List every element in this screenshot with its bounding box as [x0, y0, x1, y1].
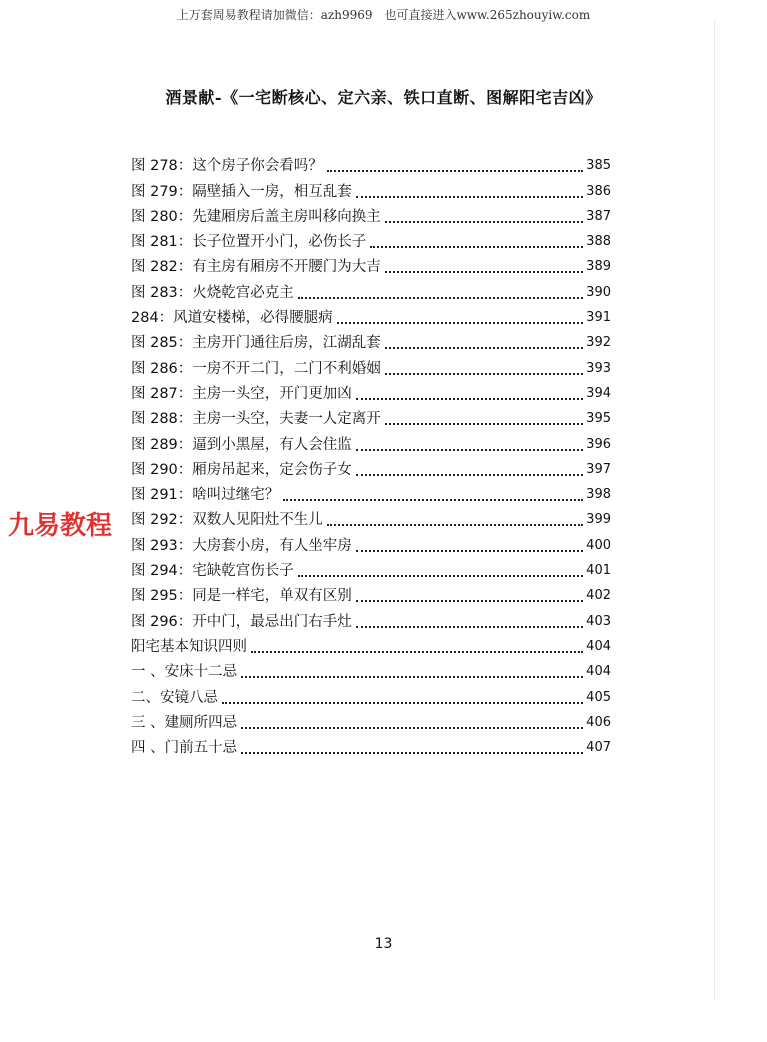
toc-entry-label: 图 294：宅缺乾宫伤长子 [131, 563, 294, 580]
dot-leader [241, 727, 583, 729]
dot-leader [251, 651, 583, 653]
toc-entry-label: 图 296：开中门，最忌出门右手灶 [131, 613, 352, 630]
toc-entry-page: 390 [586, 284, 611, 300]
toc-entry-page: 387 [586, 208, 611, 224]
toc-entry[interactable] [131, 455, 611, 480]
toc-entry-page: 391 [586, 310, 611, 326]
dot-leader [385, 423, 583, 425]
toc-entry-page: 396 [586, 436, 611, 452]
toc-entry-label: 图 278：这个房子你会看吗？ [131, 158, 323, 175]
toc-entry-label: 图 287：主房一头空，开门更加凶 [131, 385, 352, 402]
toc-entry-label: 图 282：有主房有厢房不开腰门为大吉 [131, 259, 381, 276]
toc-entry-label: 图 291：啥叫过继宅？ [131, 487, 280, 504]
toc-entry-page: 401 [586, 563, 611, 579]
toc-entry-label: 二、安镜八忌 [131, 689, 218, 706]
toc-entry-label: 图 286：一房不开二门，二门不利婚姻 [131, 360, 381, 377]
dot-leader [385, 271, 583, 273]
dot-leader [356, 600, 583, 602]
toc-entry-page: 399 [586, 512, 611, 528]
toc-entry-label: 图 283：火烧乾宫必克主 [131, 284, 294, 301]
dot-leader [385, 221, 583, 223]
toc-entry[interactable] [131, 657, 611, 682]
dot-leader [241, 752, 583, 754]
page-number: 13 [374, 936, 393, 952]
watermark-logo: 九易教程 [6, 505, 114, 542]
dot-leader [327, 524, 583, 526]
dot-leader [356, 626, 583, 628]
toc-entry-label: 图 280：先建厢房后盖主房叫移向换主 [131, 208, 381, 225]
toc-entry[interactable] [131, 277, 611, 302]
toc-entry-page: 402 [586, 588, 611, 604]
toc-entry-label: 图 292：双数人见阳灶不生儿 [131, 512, 323, 529]
toc-entry-label: 阳宅基本知识四则 [131, 638, 247, 655]
dot-leader [356, 398, 583, 400]
toc-entry-label: 四 、门前五十忌 [131, 740, 238, 757]
dot-leader [385, 347, 583, 349]
toc-entry[interactable] [131, 404, 611, 429]
toc-entry[interactable] [131, 429, 611, 454]
toc-entry[interactable] [131, 151, 611, 176]
table-of-contents [131, 151, 611, 758]
dot-leader [370, 246, 583, 248]
toc-entry-page: 395 [586, 411, 611, 427]
toc-entry-page: 403 [586, 613, 611, 629]
dot-leader [356, 196, 583, 198]
toc-entry-page: 385 [586, 158, 611, 174]
toc-entry[interactable] [131, 632, 611, 657]
toc-entry-label: 图 290：厢房吊起来，定会伤子女 [131, 461, 352, 478]
toc-entry[interactable] [131, 530, 611, 555]
toc-entry-label: 284：风道安楼梯，必得腰腿病 [131, 310, 333, 327]
toc-entry[interactable] [131, 708, 611, 733]
toc-entry[interactable] [131, 176, 611, 201]
toc-entry[interactable] [131, 328, 611, 353]
toc-entry[interactable] [131, 353, 611, 378]
toc-entry[interactable] [131, 581, 611, 606]
dot-leader [283, 499, 583, 501]
document-title: 酒景献-《一宅断核心、定六亲、铁口直断、图解阳宅吉凶》 [165, 88, 602, 107]
toc-entry-label: 图 295：同是一样宅，单双有区别 [131, 588, 352, 605]
toc-entry-page: 392 [586, 335, 611, 351]
toc-entry-page: 386 [586, 183, 611, 199]
toc-entry[interactable] [131, 556, 611, 581]
toc-entry-label: 图 279：隔壁插入一房，相互乱套 [131, 183, 352, 200]
toc-entry-page: 393 [586, 360, 611, 376]
toc-entry[interactable] [131, 733, 611, 758]
dot-leader [241, 676, 583, 678]
toc-entry[interactable] [131, 505, 611, 530]
toc-entry-page: 407 [586, 740, 611, 756]
toc-entry[interactable] [131, 202, 611, 227]
toc-entry-page: 394 [586, 385, 611, 401]
toc-entry-label: 图 293：大房套小房，有人坐牢房 [131, 537, 352, 554]
toc-entry[interactable] [131, 379, 611, 404]
toc-entry-page: 397 [586, 461, 611, 477]
toc-entry-page: 404 [586, 638, 611, 654]
toc-entry-label: 图 289：逼到小黑屋，有人会住监 [131, 436, 352, 453]
page-edge-divider [714, 20, 715, 1000]
dot-leader [298, 297, 583, 299]
toc-entry-page: 398 [586, 487, 611, 503]
toc-entry[interactable] [131, 303, 611, 328]
dot-leader [327, 170, 583, 172]
dot-leader [356, 449, 583, 451]
toc-entry-label: 三 、建厕所四忌 [131, 714, 238, 731]
dot-leader [222, 702, 583, 704]
toc-entry-label: 一 、安床十二忌 [131, 664, 238, 681]
toc-entry[interactable] [131, 227, 611, 252]
toc-entry-page: 389 [586, 259, 611, 275]
toc-entry-page: 404 [586, 664, 611, 680]
toc-entry-label: 图 285：主房开门通往后房，江湖乱套 [131, 335, 381, 352]
toc-entry[interactable] [131, 480, 611, 505]
toc-entry-label: 图 281：长子位置开小门，必伤长子 [131, 234, 367, 251]
toc-entry-page: 405 [586, 689, 611, 705]
dot-leader [385, 373, 583, 375]
toc-entry-page: 388 [586, 234, 611, 250]
toc-entry[interactable] [131, 682, 611, 707]
toc-entry[interactable] [131, 252, 611, 277]
dot-leader [356, 550, 583, 552]
toc-entry-page: 400 [586, 537, 611, 553]
toc-entry-label: 图 288：主房一头空，夫妻一人定离开 [131, 411, 381, 428]
dot-leader [356, 474, 583, 476]
page-header: 上万套周易教程请加微信：azh9969 也可直接进入www.265zhouyiw.com [176, 8, 591, 22]
toc-entry-page: 406 [586, 714, 611, 730]
dot-leader [298, 575, 583, 577]
dot-leader [337, 322, 583, 324]
toc-entry[interactable] [131, 606, 611, 631]
